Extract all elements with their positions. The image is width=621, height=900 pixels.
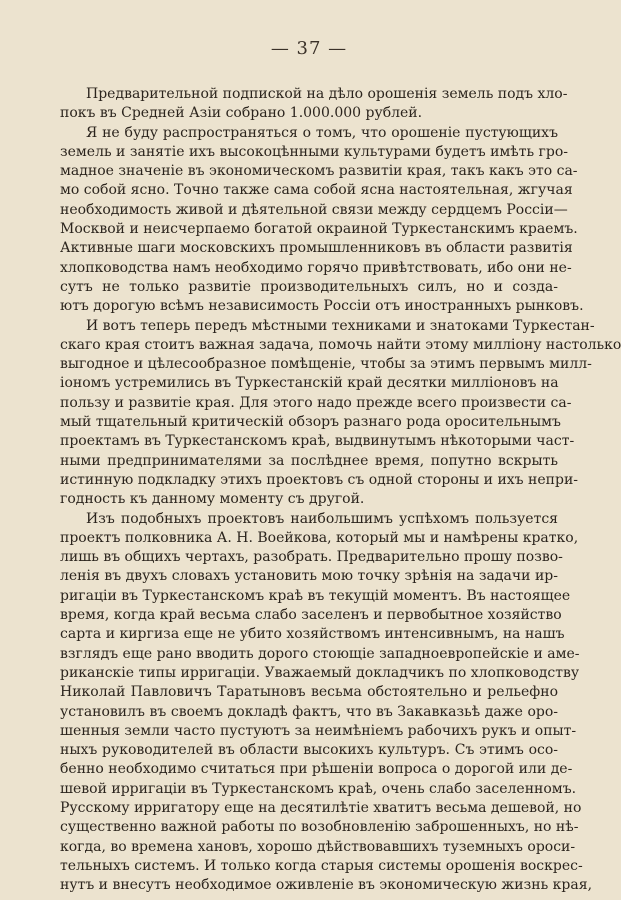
text-line: годность къ данному моменту съ другой. <box>60 491 365 508</box>
text-line: скаго края стоитъ важная задача, помочь найти этому милліону настолько <box>60 336 621 353</box>
text-line: проектамъ въ Туркестанскомъ краѣ, выдвинутымъ нѣкоторыми част- <box>60 433 575 450</box>
text-line: Активные шаги московскихъ промышленниковъ въ области развитія <box>60 240 573 257</box>
text-line: Москвой и неисчерпаемо богатой окраиной Туркестанскимъ краемъ. <box>60 221 578 238</box>
text-line: ными предпринимателями за послѣднее время, попутно вскрыть <box>60 452 558 469</box>
text-line: ленія въ двухъ словахъ установить мою точку зрѣнія на задачи ир- <box>60 568 558 585</box>
text-line: нутъ и внесутъ необходимое оживленіе въ экономическую жизнь края, <box>60 877 593 894</box>
text-line: Предварительной подпиской на дѣло орошенія земель подъ хло- <box>86 86 568 102</box>
text-line: лишь въ общихъ чертахъ, разобрать. Предварительно прошу позво- <box>60 549 563 566</box>
paragraph <box>60 317 621 510</box>
text-line: шевой ирригаціи въ Туркестанскомъ краѣ, очень слабо заселенномъ. <box>60 780 577 797</box>
text-line: выгодное и цѣлесообразное помѣщеніе, чтобы за этимъ первымъ милл- <box>60 356 592 373</box>
text-line: время, когда край весьма слабо заселенъ и первобытное хозяйство <box>60 607 562 624</box>
text-line: ютъ дорогую всѣмъ независимость Россіи отъ иностранныхъ рынковъ. <box>60 298 584 315</box>
text-line: сутъ не только развитіе производительныхъ силъ, но и созда- <box>60 278 558 295</box>
text-line: бенно необходимо считаться при рѣшеніи вопроса о дорогой или де- <box>60 761 573 778</box>
text-line: шенныя земли часто пустуютъ за неимѣніемъ рабочихъ рукъ и опыт- <box>60 722 577 739</box>
text-line: мый тщательный критическій обзоръ разнаго рода оросительнымъ <box>60 414 561 431</box>
text-line: проектъ полковника А. Н. Воейкова, который мы и намѣрены кратко, <box>60 529 579 546</box>
text-line: мадное значеніе въ экономическомъ развитіи края, такъ какъ это са- <box>60 163 578 180</box>
text-line: покъ въ Средней Азіи собрано 1.000.000 рублей. <box>60 105 423 122</box>
page-number: — 37 — <box>270 38 348 59</box>
text-line: тельныхъ системъ. И только когда старыя системы орошенія воскрес- <box>60 857 583 874</box>
text-line: когда, во времена хановъ, хорошо дѣйствовавшихъ туземныхъ ороси- <box>60 838 576 855</box>
text-line: необходимость живой и дѣятельной связи между сердцемъ Россіи— <box>60 201 568 218</box>
paragraph <box>60 85 568 124</box>
text-line: ригаціи въ Туркестанскомъ краѣ въ текущій моментъ. Въ настоящее <box>60 587 571 604</box>
text-line: хлопководства намъ необходимо горячо привѣтствовать, ибо они не- <box>60 259 572 276</box>
text-line: сарта и киргиза еще не убито хозяйствомъ интенсивнымъ, на нашъ <box>60 626 565 643</box>
text-line: земель и занятіе ихъ высокоцѣнными культурами будетъ имѣть гро- <box>60 143 568 160</box>
text-line: Я не буду распространяться о томъ, что орошеніе пустующихъ <box>86 124 558 141</box>
text-line: мо собой ясно. Точно также сама собой ясна настоятельная, жгучая <box>60 182 573 199</box>
text-body <box>60 85 621 895</box>
text-line: существенно важной работы по возобновленію заброшенныхъ, но нѣ- <box>60 819 579 836</box>
text-line: Николай Павловичъ Таратыновъ весьма обстоятельно и рельефно <box>60 684 558 701</box>
paragraph <box>60 124 584 317</box>
text-line: Русскому ирригатору еще на десятилѣтіе хватитъ весьма дешевой, но <box>60 799 582 816</box>
text-line: истинную подкладку этихъ проектовъ съ одной стороны и ихъ непри- <box>60 471 579 488</box>
text-line: установилъ въ своемъ докладѣ фактъ, что въ Закавказьѣ даже оро- <box>60 703 558 720</box>
paragraph <box>60 510 593 896</box>
text-line: И вотъ теперь передъ мѣстными техниками и знатоками Туркестан- <box>86 317 595 334</box>
text-line: пользу и развитіе края. Для этого надо прежде всего произвести са- <box>60 394 572 411</box>
text-line: ныхъ руководителей въ области высокихъ культуръ. Съ этимъ осо- <box>60 742 558 759</box>
text-line: взглядъ еще рано вводить дорого стоющіе западноевропейскіе и аме- <box>60 645 580 662</box>
text-line: Изъ подобныхъ проектовъ наибольшимъ успѣхомъ пользуется <box>86 510 558 527</box>
text-line: риканскіе типы ирригаціи. Уважаемый докладчикъ по хлопководству <box>60 664 580 681</box>
text-line: іономъ устремились въ Туркестанскій край десятки милліоновъ на <box>60 375 559 392</box>
